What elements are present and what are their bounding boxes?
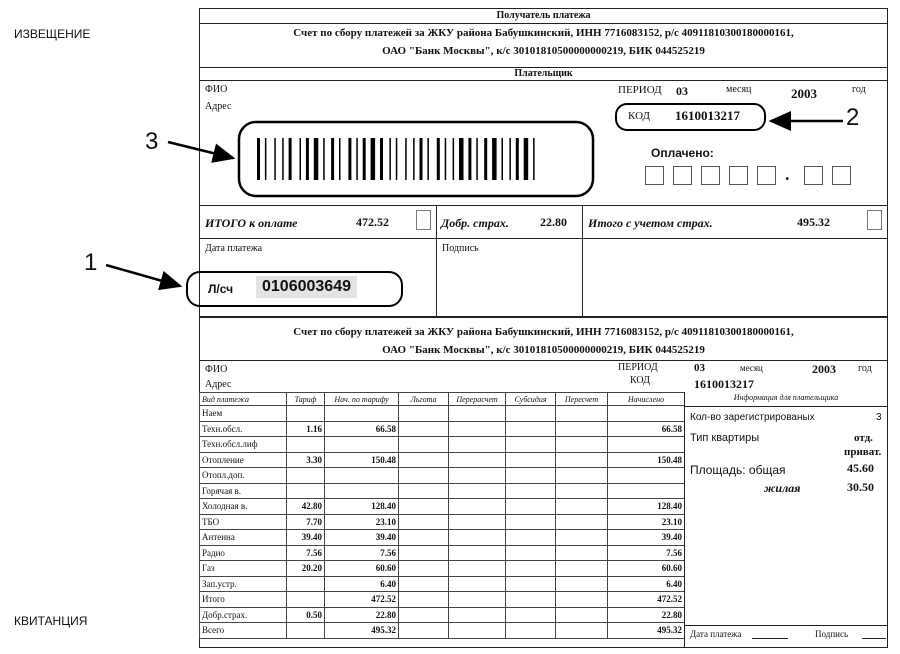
table-row: [200, 437, 685, 453]
charge-value: [399, 483, 449, 499]
receipt-line-1: Счет по сбору платежей за ЖКУ района Бабушкинский, ИНН 7716083152, р/с 40911810300180000161,: [293, 326, 794, 338]
table-row: [200, 592, 685, 608]
year-label: год: [852, 84, 866, 95]
charge-value: 39.40: [608, 530, 685, 546]
charge-name: Антенна: [200, 530, 287, 546]
table-row: [200, 499, 685, 515]
charge-value: [506, 437, 556, 453]
charge-name: ТБО: [200, 514, 287, 530]
area-total-value: 45.60: [847, 461, 874, 475]
table-row: [200, 468, 685, 484]
charge-value: [399, 530, 449, 546]
charge-value: [556, 576, 608, 592]
with-insurance-value: 495.32: [797, 215, 830, 229]
charge-value: 39.40: [325, 530, 399, 546]
receipt-period-value: 03: [694, 362, 705, 374]
charge-value: 39.40: [287, 530, 325, 546]
charge-value: [608, 483, 685, 499]
charge-value: [556, 499, 608, 515]
charge-value: 6.40: [608, 576, 685, 592]
table-row: [200, 607, 685, 623]
charge-value: [399, 576, 449, 592]
charge-value: [506, 592, 556, 608]
area-total-label: Площадь: общая: [690, 463, 786, 477]
notice-label: ИЗВЕЩЕНИЕ: [14, 27, 91, 41]
charge-value: [449, 421, 506, 437]
code-label: КОД: [628, 110, 650, 122]
charge-value: 23.10: [325, 514, 399, 530]
period-value: 03: [676, 84, 688, 98]
charge-name: Отопл.доп.: [200, 468, 287, 484]
charge-value: 0.50: [287, 607, 325, 623]
receipt-year-value: 2003: [812, 362, 836, 376]
recipient-header: Получатель платежа: [496, 10, 591, 21]
charge-value: [556, 514, 608, 530]
charge-value: [449, 499, 506, 515]
year-value: 2003: [791, 86, 817, 101]
charge-value: [449, 607, 506, 623]
charge-value: 7.56: [287, 545, 325, 561]
charge-value: [506, 406, 556, 422]
charge-value: 60.60: [608, 561, 685, 577]
charge-value: [556, 561, 608, 577]
charge-name: Техн.обсл.: [200, 421, 287, 437]
charge-value: [399, 592, 449, 608]
table-row: [200, 576, 685, 592]
insurance-value: 22.80: [540, 215, 567, 229]
charges-table: [199, 392, 685, 639]
receipt-code-label: КОД: [630, 375, 650, 386]
charge-value: [399, 437, 449, 453]
code-value: 1610013217: [675, 108, 740, 123]
paid-dot: .: [785, 164, 790, 184]
charge-value: [506, 530, 556, 546]
charge-value: [287, 406, 325, 422]
column-header: Тариф: [287, 393, 325, 406]
charge-value: 20.20: [287, 561, 325, 577]
table-row: [200, 421, 685, 437]
receipt-date-label: Дата платежа: [690, 629, 742, 639]
table-row: [200, 530, 685, 546]
registered-value: 3: [876, 412, 882, 423]
area-living-label: жилая: [764, 481, 801, 495]
charge-value: 66.58: [608, 421, 685, 437]
charge-value: [399, 607, 449, 623]
charge-value: [449, 592, 506, 608]
receipt-month-label: месяц: [740, 363, 763, 373]
charge-value: [399, 545, 449, 561]
charge-value: 150.48: [325, 452, 399, 468]
charge-value: [287, 437, 325, 453]
charge-value: [399, 452, 449, 468]
charge-value: [506, 452, 556, 468]
charge-name: Наем: [200, 406, 287, 422]
charge-value: 150.48: [608, 452, 685, 468]
arrow-1: [106, 265, 180, 286]
apt-type-value-1: отд.: [854, 432, 873, 444]
paid-label: Оплачено:: [651, 146, 714, 160]
charge-value: [287, 576, 325, 592]
charge-value: [506, 576, 556, 592]
table-row: [200, 561, 685, 577]
charge-value: 60.60: [325, 561, 399, 577]
charge-value: [399, 514, 449, 530]
charge-value: [506, 561, 556, 577]
annotation-1: 1: [84, 249, 98, 276]
column-header: Субсидия: [506, 393, 556, 406]
charge-value: [399, 406, 449, 422]
apt-type-value-2: приват.: [844, 446, 882, 458]
charge-value: [287, 592, 325, 608]
with-insurance-label: Итого с учетом страх.: [588, 216, 713, 230]
table-row: [200, 623, 685, 639]
recipient-line-2: ОАО "Банк Москвы", к/с 30101810500000000219, БИК 044525219: [382, 45, 705, 57]
month-label: месяц: [726, 84, 752, 95]
column-header: Нач. по тарифу: [325, 393, 399, 406]
charge-value: [287, 483, 325, 499]
charge-value: [556, 483, 608, 499]
receipt-line-2: ОАО "Банк Москвы", к/с 30101810500000000219, БИК 044525219: [382, 344, 705, 356]
apt-type-label: Тип квартиры: [690, 432, 760, 444]
period-label: ПЕРИОД: [618, 84, 662, 96]
charge-value: [399, 468, 449, 484]
charge-value: [399, 623, 449, 639]
charge-value: [449, 545, 506, 561]
charge-value: [556, 437, 608, 453]
info-header: Информация для плательщика: [733, 393, 839, 402]
charge-value: 128.40: [608, 499, 685, 515]
table-row: [200, 514, 685, 530]
charge-value: [399, 499, 449, 515]
charge-value: [325, 468, 399, 484]
charge-name: Газ: [200, 561, 287, 577]
arrow-3: [168, 142, 233, 158]
charge-value: [506, 514, 556, 530]
charge-name: Холодная в.: [200, 499, 287, 515]
charge-value: 6.40: [325, 576, 399, 592]
charge-name: Всего: [200, 623, 287, 639]
itogo-label: ИТОГО к оплате: [205, 216, 298, 230]
charge-value: [608, 468, 685, 484]
charge-value: [608, 406, 685, 422]
column-header: Перерасчет: [449, 393, 506, 406]
charge-name: Добр.страх.: [200, 607, 287, 623]
charge-value: [556, 592, 608, 608]
charge-value: [449, 452, 506, 468]
charge-name: Отопление: [200, 452, 287, 468]
charge-value: [449, 406, 506, 422]
charge-value: 7.70: [287, 514, 325, 530]
receipt-code-value: 1610013217: [694, 377, 754, 391]
charge-value: 7.56: [325, 545, 399, 561]
charge-value: [449, 437, 506, 453]
table-row: [200, 545, 685, 561]
charge-value: 66.58: [325, 421, 399, 437]
charge-value: [325, 406, 399, 422]
charge-value: 22.80: [608, 607, 685, 623]
charge-value: [506, 468, 556, 484]
charge-value: [556, 468, 608, 484]
charge-value: [449, 623, 506, 639]
receipt-label: КВИТАНЦИЯ: [14, 614, 88, 628]
charge-value: [399, 421, 449, 437]
table-row: [200, 406, 685, 422]
charge-value: [556, 545, 608, 561]
charge-value: [506, 499, 556, 515]
charge-value: [506, 421, 556, 437]
charge-value: [506, 545, 556, 561]
charge-value: [449, 561, 506, 577]
recipient-line-1: Счет по сбору платежей за ЖКУ района Бабушкинский, ИНН 7716083152, р/с 40911810300180000161,: [293, 27, 794, 39]
receipt-fio-label: ФИО: [205, 364, 228, 375]
receipt-signature-label: Подпись: [815, 629, 849, 639]
charge-value: [325, 437, 399, 453]
payer-header: Плательщик: [514, 68, 573, 79]
charge-value: [287, 623, 325, 639]
area-living-value: 30.50: [847, 480, 874, 494]
charge-value: [399, 561, 449, 577]
column-header: Льгота: [399, 393, 449, 406]
charge-value: 495.32: [608, 623, 685, 639]
table-header-row: [200, 393, 685, 406]
account-value: 0106003649: [256, 276, 357, 298]
charge-value: 472.52: [608, 592, 685, 608]
charge-name: Горячая в.: [200, 483, 287, 499]
charge-value: [556, 530, 608, 546]
receipt-period-label: ПЕРИОД: [618, 362, 658, 373]
charge-value: 1.16: [287, 421, 325, 437]
account-label: Л/сч: [208, 282, 234, 296]
charge-value: 42.80: [287, 499, 325, 515]
charge-value: [506, 623, 556, 639]
charge-value: [506, 483, 556, 499]
receipt-year-label: год: [858, 363, 872, 374]
charge-value: [608, 437, 685, 453]
charge-value: [449, 514, 506, 530]
column-header: Вид платежа: [200, 393, 287, 406]
charge-value: [325, 483, 399, 499]
charge-value: [556, 452, 608, 468]
address-label: Адрес: [205, 101, 232, 112]
column-header: Начислено: [608, 393, 685, 406]
charge-value: [449, 483, 506, 499]
charge-name: Радио: [200, 545, 287, 561]
charge-value: [556, 406, 608, 422]
charge-value: [556, 607, 608, 623]
column-header: Пересчет: [556, 393, 608, 406]
charge-value: [449, 576, 506, 592]
table-row: [200, 483, 685, 499]
annotation-2: 2: [846, 104, 860, 131]
charge-value: 495.32: [325, 623, 399, 639]
charge-value: 22.80: [325, 607, 399, 623]
charge-value: [287, 468, 325, 484]
charge-value: 128.40: [325, 499, 399, 515]
annotation-3: 3: [145, 128, 159, 155]
table-row: [200, 452, 685, 468]
charge-value: 3.30: [287, 452, 325, 468]
itogo-value: 472.52: [356, 215, 389, 229]
fio-label: ФИО: [205, 84, 228, 95]
receipt-address-label: Адрес: [205, 379, 232, 390]
registered-label: Кол-во зарегистрированых: [690, 412, 815, 423]
charge-value: [556, 623, 608, 639]
charge-value: 23.10: [608, 514, 685, 530]
charge-value: [556, 421, 608, 437]
charge-value: [449, 530, 506, 546]
charge-name: Зап.устр.: [200, 576, 287, 592]
signature-label: Подпись: [442, 243, 479, 254]
charge-value: 472.52: [325, 592, 399, 608]
charge-name: Итого: [200, 592, 287, 608]
charge-value: [449, 468, 506, 484]
payment-date-label: Дата платежа: [205, 243, 263, 254]
insurance-label: Добр. страх.: [441, 216, 509, 230]
charge-name: Техн.обсл.лиф: [200, 437, 287, 453]
charge-value: 7.56: [608, 545, 685, 561]
charge-value: [506, 607, 556, 623]
